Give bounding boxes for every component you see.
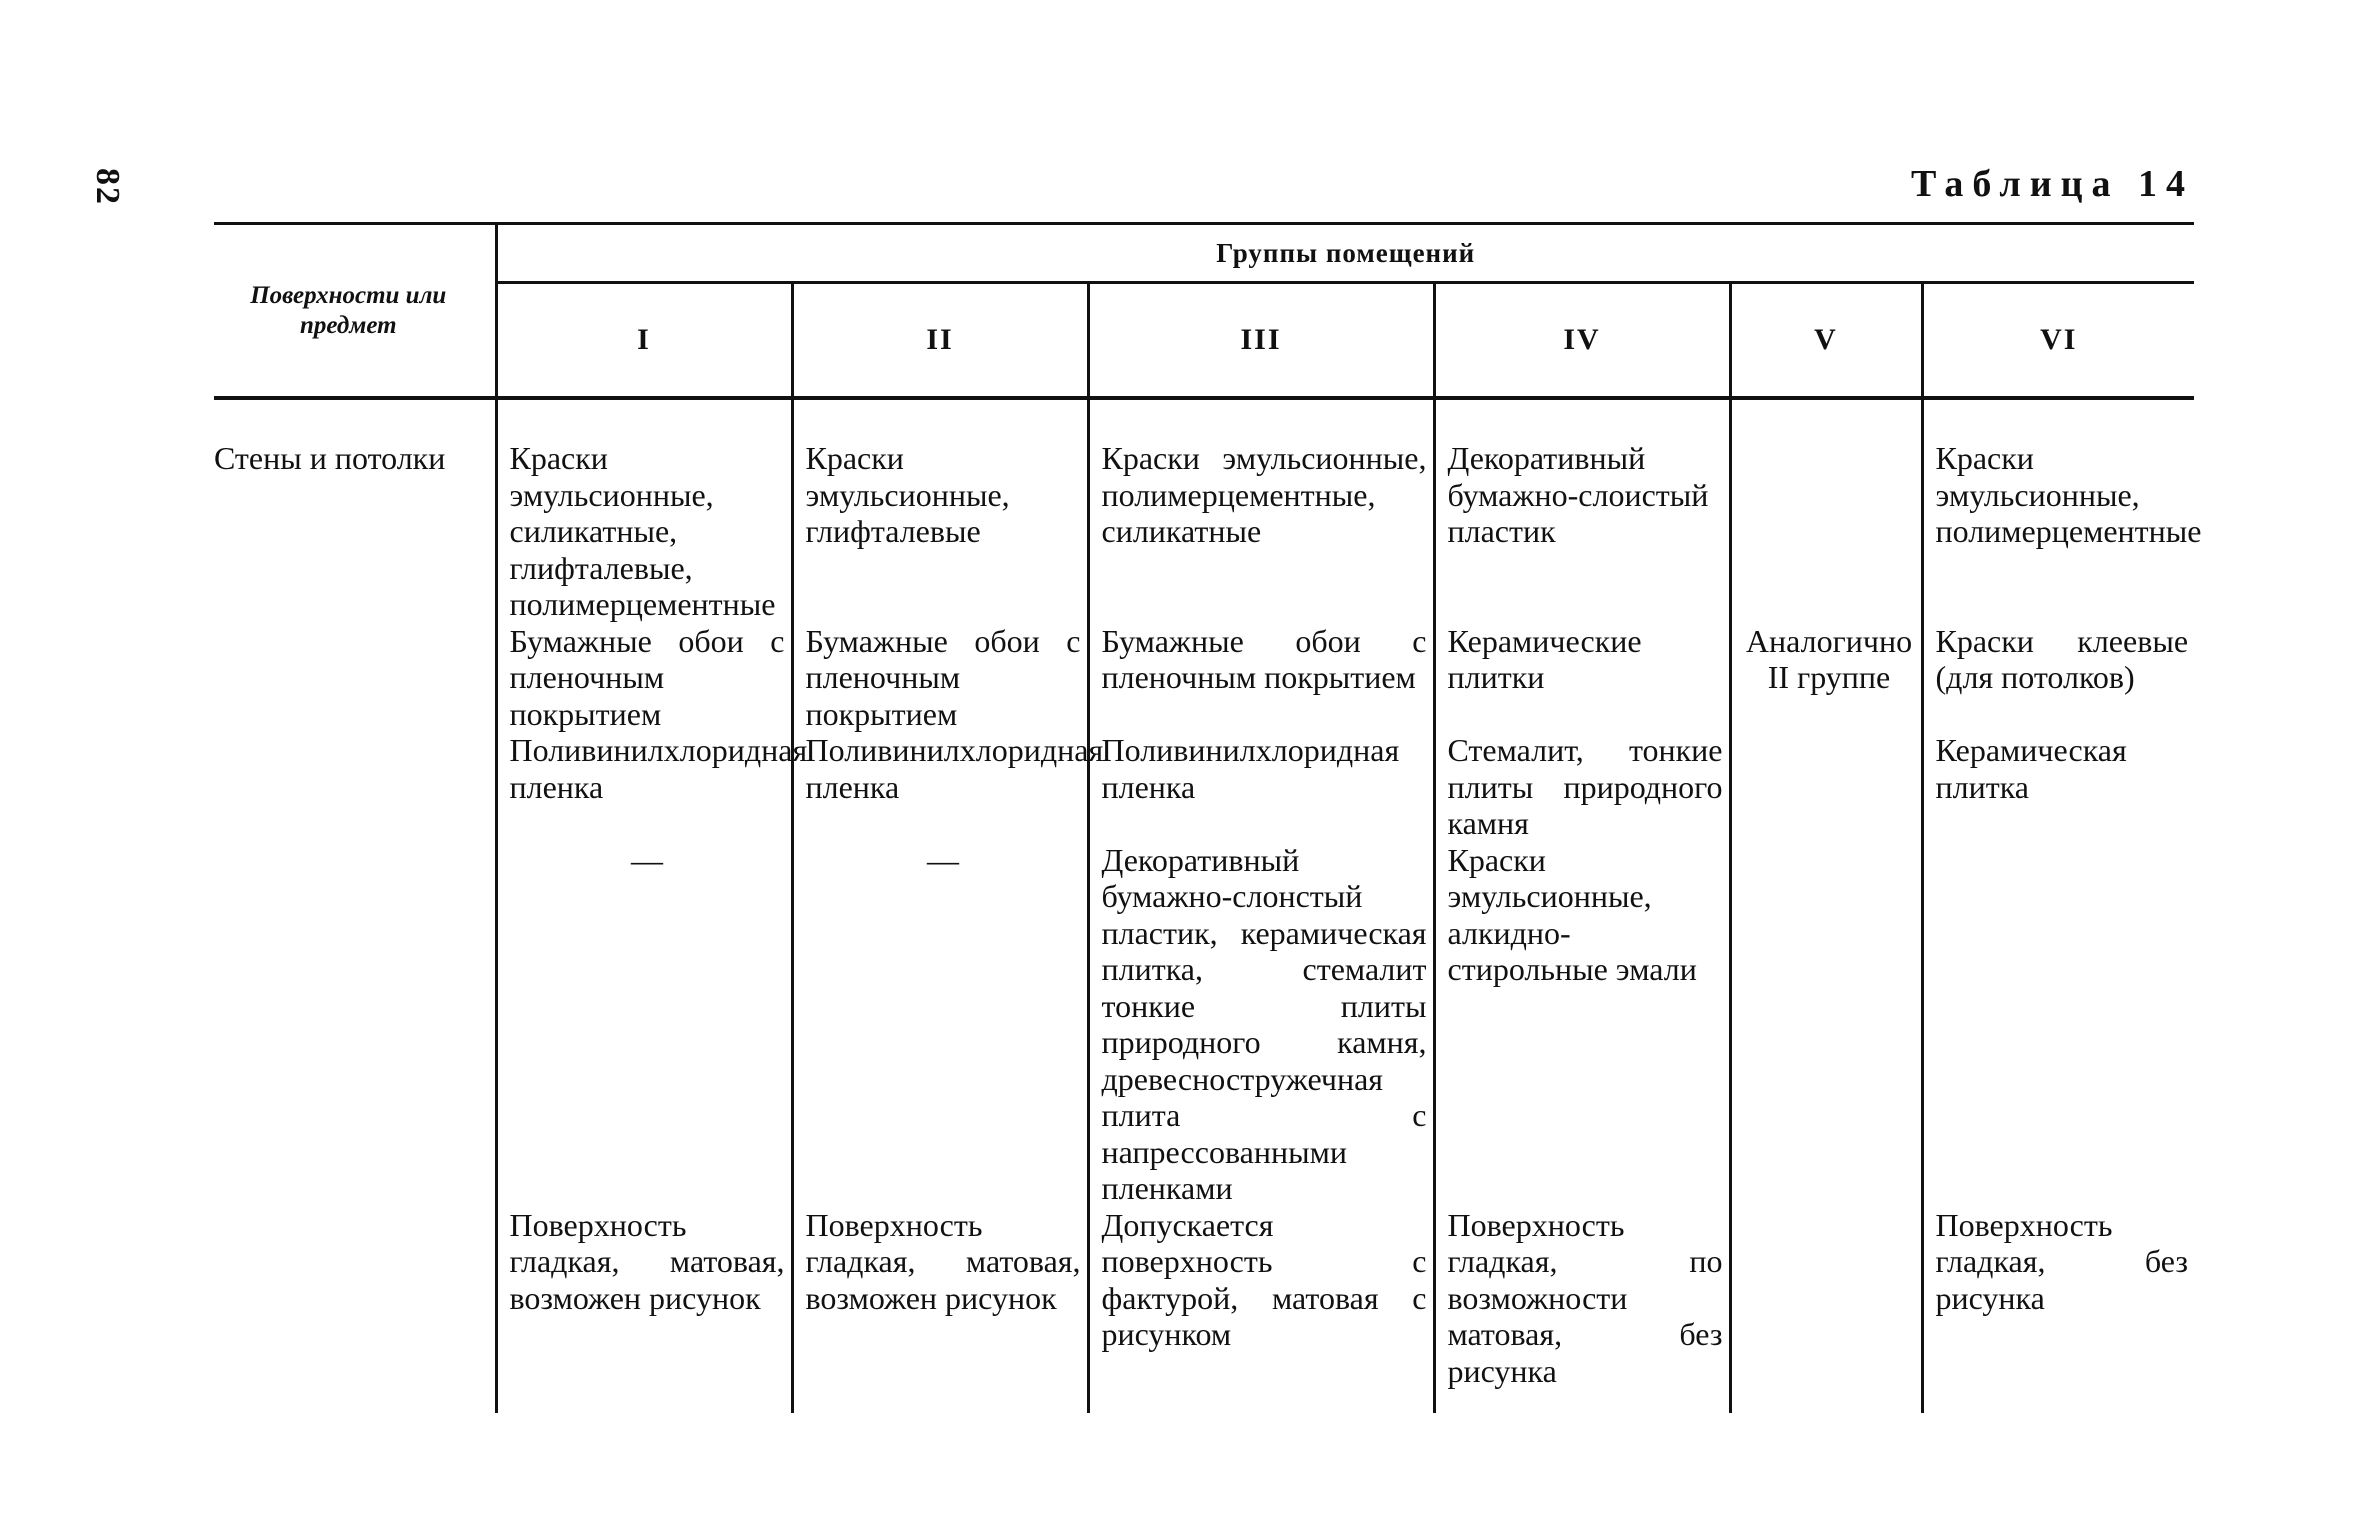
column-header-1: I xyxy=(496,283,792,399)
column-header-2: II xyxy=(792,283,1088,399)
table-cell: — xyxy=(792,842,1088,1207)
table-cell xyxy=(1922,842,2194,1207)
table-cell: Краски эмульсионные, алкидно-стирольные эмали xyxy=(1434,842,1730,1207)
table-cell: Краски эмульсионные, полимерцементные xyxy=(1922,398,2194,623)
table-cell: Поливинилхлоридная пленка xyxy=(496,732,792,842)
materials-table xyxy=(214,222,2202,1413)
page-number: 82 xyxy=(89,168,126,206)
table-cell: — xyxy=(496,842,792,1207)
table-cell: Краски эмульсионные, полимерцементные, силикатные xyxy=(1088,398,1434,623)
table-cell: Керамические плитки xyxy=(1434,623,1730,733)
table-cell: Бумажные обои с пленочным покрытием xyxy=(496,623,792,733)
group-header: Группы помещений xyxy=(496,224,2194,283)
table-cell: Допускается поверхность с фактурой, матовая с рисунком xyxy=(1088,1207,1434,1414)
table-cell: Бумажные обои с пленочным покрытием xyxy=(1088,623,1434,733)
table-cell: Краски клеевые (для потолков) xyxy=(1922,623,2194,733)
table-cell: Краски эмульсионные, глифталевые xyxy=(792,398,1088,623)
table-cell: Поливинилхлоридная пленка xyxy=(1088,732,1434,842)
table-row xyxy=(214,842,2194,1207)
table-row xyxy=(214,623,2194,733)
table-cell xyxy=(1730,398,1922,623)
table-cell: Поверхность гладкая, матовая, возможен рисунок xyxy=(792,1207,1088,1414)
column-header-3: III xyxy=(1088,283,1434,399)
table-cell: Декоративный бумажно-слоистый пластик xyxy=(1434,398,1730,623)
table-cell: Стемалит, тонкие плиты природного камня xyxy=(1434,732,1730,842)
table-cell: Декоративный бумажно-слонстый пластик, керамическая плитка, стемалит тонкие плиты природного камня, древесностружечная плита с напрессованными пленками xyxy=(1088,842,1434,1207)
table-cell: Поливинилхлоридная пленка xyxy=(792,732,1088,842)
table-cell: Поверхность гладкая, без рисунка xyxy=(1922,1207,2194,1414)
table-cell: Поверхность гладкая, по возможности матовая, без рисунка xyxy=(1434,1207,1730,1414)
column-header-6: VI xyxy=(1922,283,2194,399)
table-cell xyxy=(1730,732,1922,842)
table-cell: Краски эмульсионные, силикатные, глифталевые, полимерцементные xyxy=(496,398,792,623)
table-title: Таблица 14 xyxy=(1910,163,2194,205)
table-row xyxy=(214,732,2194,842)
table-cell: Бумажные обои с пленочным покрытием xyxy=(792,623,1088,733)
table-cell: Аналогично II группе xyxy=(1730,623,1922,733)
column-header-5: V xyxy=(1730,283,1922,399)
table-cell xyxy=(1730,1207,1922,1414)
table-row xyxy=(214,1207,2194,1414)
table-cell: Поверхность гладкая, матовая, возможен рисунок xyxy=(496,1207,792,1414)
column-header-4: IV xyxy=(1434,283,1730,399)
table-cell xyxy=(1730,842,1922,1207)
table-cell: Керамическая плитка xyxy=(1922,732,2194,842)
table-row xyxy=(214,398,2194,623)
row-stub-walls-ceilings: Стены и потолки xyxy=(214,440,446,476)
stub-header: Поверхности или предмет xyxy=(214,224,496,399)
